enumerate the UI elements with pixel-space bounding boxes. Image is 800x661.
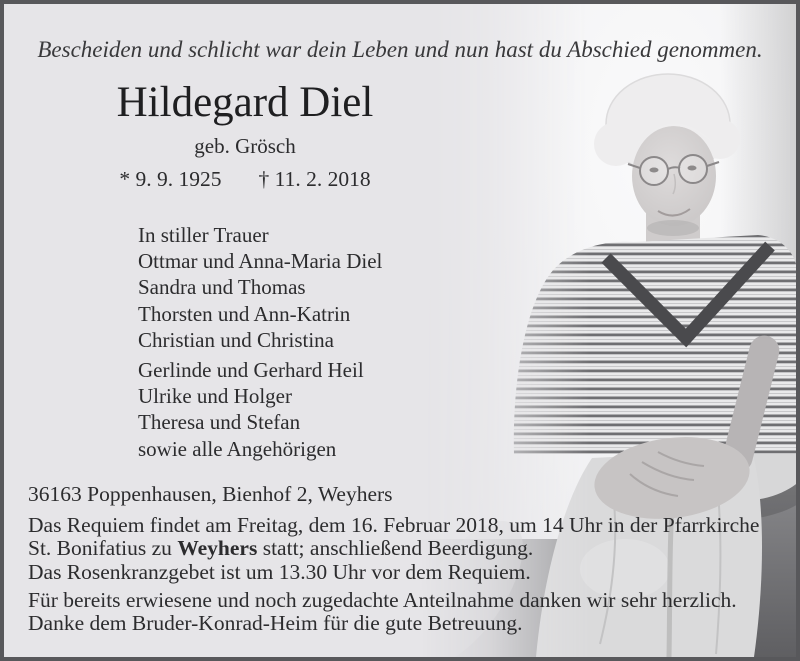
mourner-line: Thorsten und Ann-Katrin (138, 301, 351, 326)
mourner-line: Ulrike und Holger (138, 384, 292, 409)
mourner-line: Theresa und Stefan (138, 410, 301, 435)
life-dates (25, 167, 465, 191)
requiem-line-1: Das Requiem findet am Freitag, dem 16. Februar 2018, um 14 Uhr in der Pfarrkirche (28, 513, 760, 537)
mourner-line: Ottmar und Anna-Maria Diel (138, 249, 383, 274)
address-line: 36163 Poppenhausen, Bienhof 2, Weyhers (28, 482, 393, 506)
requiem-line-3: Das Rosenkranzgebet ist um 13.30 Uhr vor dem Requiem. (28, 559, 531, 584)
epitaph-quote: Bescheiden und schlicht war dein Leben und nun hast du Abschied genommen. (37, 37, 763, 62)
requiem-line-2-post: statt; anschließend Beerdigung. (257, 536, 534, 561)
mourner-line: Sandra und Thomas (138, 275, 306, 300)
requiem-line-2 (28, 537, 759, 560)
service-info-block (28, 514, 759, 584)
thanks-line-2: Danke dem Bruder-Konrad-Heim für die gute Betreuung. (28, 611, 523, 636)
header-block (25, 80, 465, 191)
mourner-line: Gerlinde und Gerhard Heil (138, 358, 364, 383)
birth-date: * 9. 9. 1925 (119, 167, 222, 191)
mourning-intro: In stiller Trauer (138, 223, 269, 247)
mourner-line: sowie alle Angehörigen (138, 436, 337, 461)
mourners-block (138, 222, 382, 462)
requiem-line-2-pre: St. Bonifatius zu (28, 536, 178, 561)
thanks-line-1: Für bereits erwiesene und noch zugedachte Anteilnahme danken wir sehr herzlich. (28, 588, 737, 612)
mourner-line: Christian und Christina (138, 327, 334, 352)
death-date: † 11. 2. 2018 (258, 167, 371, 191)
maiden-name: geb. Grösch (194, 134, 296, 158)
thanks-block (28, 589, 737, 636)
requiem-place: Weyhers (177, 536, 258, 561)
deceased-name: Hildegard Diel (116, 79, 374, 126)
